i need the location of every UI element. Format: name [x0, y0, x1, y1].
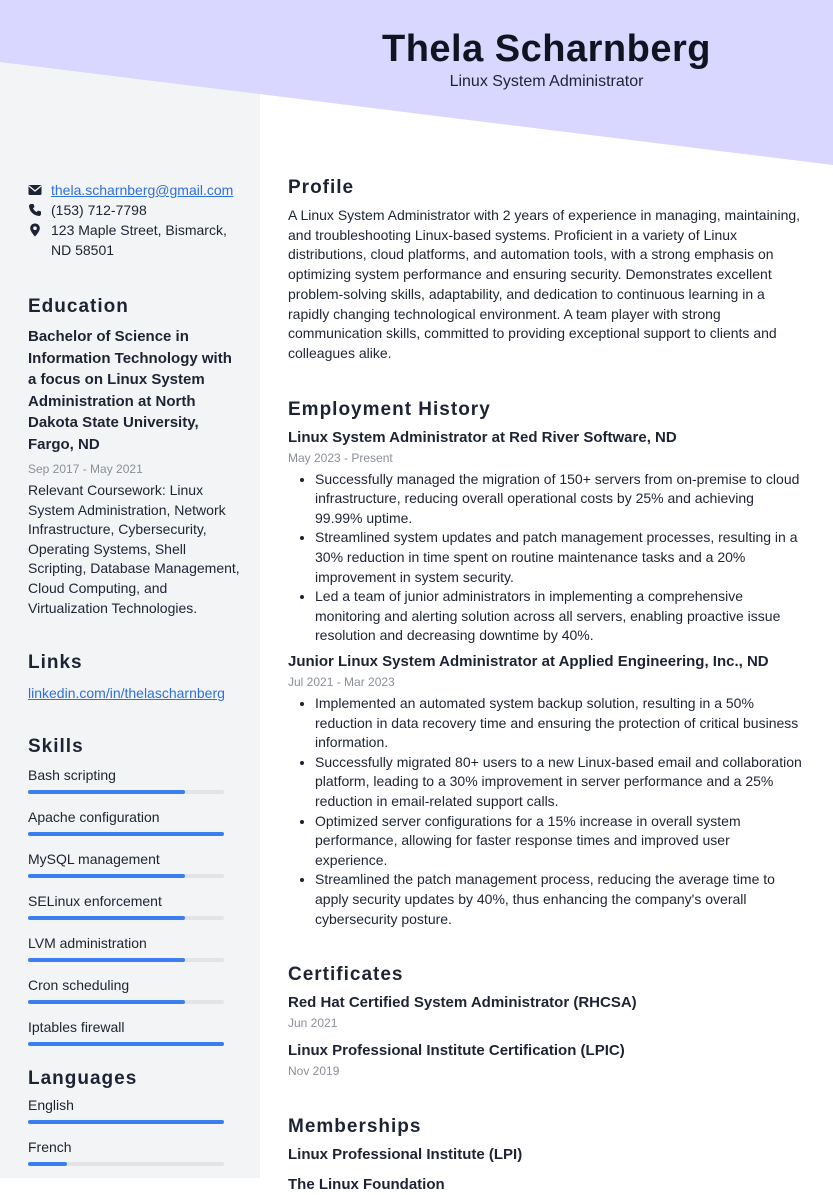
- employment-section: [288, 398, 803, 929]
- contact-email-row: [28, 180, 240, 200]
- contact-phone-row: [28, 200, 240, 220]
- envelope-icon: [28, 183, 42, 197]
- employment-heading: Employment History: [288, 398, 491, 420]
- job-bullet: • Implemented an automated system backup solution, resulting in a 50% reduction in data recovery time and ensuring the protection of critical business information.: [315, 694, 803, 753]
- skills-list: [28, 766, 240, 1046]
- skill-item: [28, 850, 240, 878]
- language-name: French: [28, 1139, 72, 1156]
- phone-icon: [28, 203, 42, 217]
- skill-item: [28, 976, 240, 1004]
- job-bullet: • Successfully managed the migration of 150+ servers from on-premise to cloud infrastructure, reducing overall operational costs by 25% and achieving 99.99% uptime.: [315, 470, 803, 529]
- links-section: [28, 652, 240, 702]
- skill-name: Cron scheduling: [28, 977, 130, 994]
- skill-item: [28, 934, 240, 962]
- certificate-name: Red Hat Certified System Administrator (RHCSA): [288, 994, 637, 1012]
- job-bullets: [288, 470, 803, 646]
- links-heading: Links: [28, 652, 83, 674]
- skill-level-fill: [28, 916, 185, 920]
- language-name: English: [28, 1097, 74, 1114]
- language-level-bar: [28, 1162, 224, 1166]
- education-section: [28, 296, 240, 618]
- contact-address-row: [28, 220, 240, 260]
- skill-level-fill: [28, 1042, 224, 1046]
- membership-item: The Linux Foundation: [288, 1176, 445, 1194]
- certificate-date: Nov 2019: [288, 1064, 340, 1079]
- certificates-section: [288, 963, 803, 1079]
- membership-item: Linux Professional Institute (LPI): [288, 1146, 523, 1164]
- language-level-bar: [28, 1120, 224, 1124]
- skill-item: [28, 1018, 240, 1046]
- job-bullet: • Successfully migrated 80+ users to a new Linux-based email and collaboration platform, leading to a 30% improvement in server performance and a 25% reduction in email-related support calls.: [315, 753, 803, 812]
- education-coursework: Relevant Coursework: Linux System Administration, Network Infrastructure, Cybersecurity, Operating Systems, Shell Scripting, Database Management, Cloud Computing, and Virtualization Technologies.: [28, 482, 240, 616]
- skill-name: LVM administration: [28, 935, 147, 952]
- skill-item: [28, 766, 240, 794]
- languages-section: [28, 1068, 240, 1166]
- skill-name: MySQL management: [28, 851, 160, 868]
- skill-level-fill: [28, 1000, 185, 1004]
- skills-section: [28, 736, 240, 1046]
- skill-level-bar: [28, 790, 224, 794]
- skill-level-fill: [28, 958, 185, 962]
- language-item: [28, 1138, 240, 1166]
- skill-name: SELinux enforcement: [28, 893, 162, 910]
- job-bullet: • Optimized server configurations for a 15% increase in overall system performance, allowing for faster response times and improved user experience.: [315, 812, 803, 871]
- skill-item: [28, 892, 240, 920]
- skill-level-bar: [28, 874, 224, 878]
- memberships-section: [288, 1115, 803, 1195]
- language-level-fill: [28, 1162, 67, 1166]
- profile-text: A Linux System Administrator with 2 years of experience in managing, maintaining, and troubleshooting Linux-based systems. Proficient in a variety of Linux distributions, cloud platforms, and automation tools, with a strong emphasis on optimizing system performance and ensuring security. Demonstrates excellent problem-solving skills, adaptability, and dedication to continuous learning in a rapidly changing technological environment. A team player with strong communication skills, committed to providing exceptional support to clients and colleagues alike.: [288, 207, 801, 361]
- address-text: 123 Maple Street, Bismarck, ND 58501: [51, 222, 227, 258]
- certificate-name: Linux Professional Institute Certification (LPIC): [288, 1042, 625, 1060]
- job-bullet: • Led a team of junior administrators in implementing a comprehensive monitoring and alerting solution across all servers, enabling proactive issue resolution and decreasing downtime by 40%.: [315, 587, 803, 646]
- language-level-fill: [28, 1120, 224, 1124]
- profile-heading: Profile: [288, 177, 355, 198]
- candidate-title: Linux System Administrator: [449, 73, 644, 90]
- email-link[interactable]: thela.scharnberg@gmail.com: [51, 182, 234, 198]
- job-entry: [288, 428, 803, 646]
- certificate-date: Jun 2021: [288, 1016, 338, 1031]
- skill-level-fill: [28, 874, 185, 878]
- phone-number: (153) 712-7798: [51, 202, 147, 218]
- location-pin-icon: [28, 223, 42, 237]
- skill-level-bar: [28, 916, 224, 920]
- skill-level-bar: [28, 1000, 224, 1004]
- job-bullets: [288, 694, 803, 929]
- main-column: [288, 176, 803, 1195]
- job-bullet: • Streamlined system updates and patch management processes, resulting in a 30% reduction in time spent on routine maintenance tasks and a 20% improvement in system security.: [315, 528, 803, 587]
- certificate-entry: [288, 1041, 803, 1079]
- job-title: Junior Linux System Administrator at Applied Engineering, Inc., ND: [288, 652, 769, 670]
- skills-heading: Skills: [28, 736, 84, 758]
- skill-name: Iptables firewall: [28, 1019, 125, 1036]
- candidate-name: Thela Scharnberg: [382, 28, 711, 70]
- education-dates: Sep 2017 - May 2021: [28, 462, 143, 476]
- job-dates: Jul 2021 - Mar 2023: [288, 674, 395, 689]
- skill-level-fill: [28, 790, 185, 794]
- skill-level-bar: [28, 958, 224, 962]
- skill-level-fill: [28, 832, 224, 836]
- profile-section: [288, 176, 803, 364]
- skill-name: Bash scripting: [28, 767, 116, 784]
- education-heading: Education: [28, 296, 129, 317]
- language-item: [28, 1096, 240, 1124]
- certificates-heading: Certificates: [288, 964, 404, 986]
- languages-list: [28, 1096, 240, 1166]
- skill-item: [28, 808, 240, 836]
- contact-section: [28, 180, 240, 260]
- skill-name: Apache configuration: [28, 809, 160, 826]
- job-bullet: • Streamlined the patch management process, reducing the average time to apply security updates by 40%, thus enhancing the company's overall cybersecurity posture.: [315, 870, 803, 929]
- job-entry: [288, 652, 803, 929]
- memberships-heading: Memberships: [288, 1116, 422, 1138]
- job-title: Linux System Administrator at Red River Software, ND: [288, 428, 677, 446]
- header: [260, 26, 833, 92]
- job-dates: May 2023 - Present: [288, 450, 393, 465]
- skill-level-bar: [28, 832, 224, 836]
- left-column: [28, 180, 240, 1180]
- certificate-entry: [288, 993, 803, 1031]
- linkedin-link[interactable]: linkedin.com/in/thelascharnberg: [28, 685, 225, 702]
- degree-title: Bachelor of Science in Information Technology with a focus on Linux System Administration at North Dakota State University, Fargo, ND: [28, 328, 232, 453]
- skill-level-bar: [28, 1042, 224, 1046]
- languages-heading: Languages: [28, 1068, 138, 1090]
